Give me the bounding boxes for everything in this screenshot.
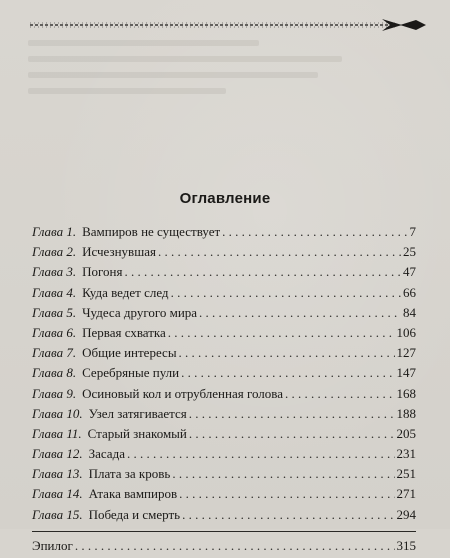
chapter-number: Глава 7. [32,345,77,361]
leader-dots [189,426,395,442]
chapter-number: Глава 5. [32,304,77,320]
chapter-title: Погоня [82,264,123,280]
chapter-title: Куда ведет след [82,284,169,300]
leader-dots [168,325,395,341]
toc-entry[interactable] [32,426,416,446]
chapter-title: Атака вампиров [88,486,178,502]
toc-entry[interactable] [32,486,416,506]
chapter-page: 271 [396,486,416,502]
chapter-number: Глава 4. [32,284,77,300]
toc-entry[interactable] [32,285,416,305]
toc-entry[interactable] [32,264,416,284]
chapter-title: Чудеса другого мира [82,304,198,320]
chapter-number: Глава 3. [32,264,77,280]
chapter-page: 168 [396,385,416,401]
chapter-page: 251 [396,466,416,482]
chapter-title: Исчезнувшая [82,244,156,260]
bleed-through-text [28,40,358,110]
chapter-number: Глава 9. [32,385,77,401]
toc-entry[interactable] [32,406,416,426]
chapter-page: 47 [403,264,416,280]
arrow-ornament-icon [30,18,430,32]
chapter-number: Глава 10. [32,405,83,421]
chapter-page: 231 [396,446,416,462]
leader-dots [182,507,394,523]
leader-dots [172,466,394,482]
chapter-title: Серебряные пули [82,365,180,381]
divider-line [32,531,416,532]
toc-entry-epilogue[interactable] [32,538,416,558]
chapter-list [32,224,416,527]
chapter-page: 294 [396,506,416,522]
leader-dots [75,538,395,554]
chapter-page: 205 [396,425,416,441]
table-of-contents [32,224,416,558]
chapter-number: Глава 11. [32,425,82,441]
chapter-page: 106 [396,324,416,340]
leader-dots [285,386,394,402]
toc-entry[interactable] [32,446,416,466]
epilogue-page: 315 [396,537,416,553]
chapter-title: Осиновый кол и отрубленная голова [82,385,284,401]
leader-dots [179,486,394,502]
leader-dots [179,345,395,361]
toc-entry[interactable] [32,365,416,385]
toc-entry[interactable] [32,325,416,345]
leader-dots [171,285,401,301]
chapter-title: Победа и смерть [88,506,181,522]
toc-entry[interactable] [32,466,416,486]
chapter-title: Засада [88,446,125,462]
toc-entry[interactable] [32,305,416,325]
chapter-page: 7 [409,224,416,239]
leader-dots [222,224,407,240]
chapter-title: Старый знакомый [87,425,187,441]
chapter-number: Глава 6. [32,324,77,340]
chapter-number: Глава 8. [32,365,77,381]
chapter-page: 127 [396,345,416,361]
leader-dots [158,244,401,260]
leader-dots [199,305,401,321]
chapter-page: 25 [403,244,416,260]
chapter-number: Глава 1. [32,224,77,239]
chapter-title: Вампиров не существует [82,224,221,239]
toc-entry[interactable] [32,386,416,406]
chapter-page: 84 [403,304,416,320]
toc-entry[interactable] [32,345,416,365]
leader-dots [181,365,394,381]
leader-dots [189,406,395,422]
chapter-number: Глава 14. [32,486,83,502]
chapter-number: Глава 13. [32,466,83,482]
toc-title: Оглавление [179,190,271,207]
chapter-page: 66 [403,284,416,300]
chapter-title: Общие интересы [82,345,177,361]
leader-dots [124,264,401,280]
chapter-title: Первая схватка [82,324,166,340]
chapter-number: Глава 15. [32,506,83,522]
chapter-number: Глава 2. [32,244,77,260]
chapter-number: Глава 12. [32,446,83,462]
chapter-page: 147 [396,365,416,381]
toc-entry[interactable] [32,244,416,264]
epilogue-title: Эпилог [32,537,73,553]
chapter-title: Плата за кровь [88,466,171,482]
toc-entry[interactable] [32,224,416,244]
leader-dots [127,446,395,462]
toc-entry[interactable] [32,507,416,527]
chapter-page: 188 [396,405,416,421]
chapter-title: Узел затягивается [88,405,187,421]
